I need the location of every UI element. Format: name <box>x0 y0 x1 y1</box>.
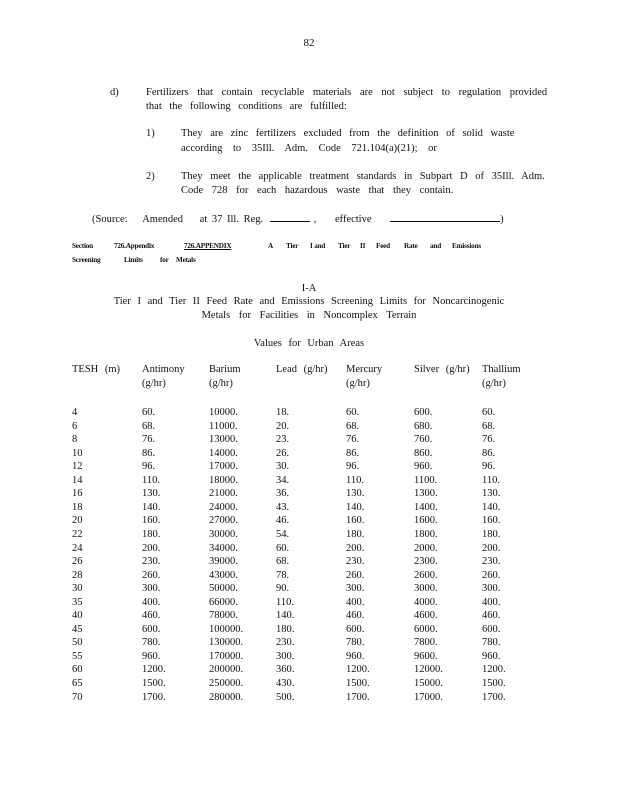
table-cell: 6000. <box>414 623 438 635</box>
table-cell: 180. <box>276 623 295 635</box>
sub1-line2: according to 35Ill. Adm. Code 721.104(a)(21); or <box>181 143 437 154</box>
table-cell: 230. <box>276 637 295 649</box>
table-cell: 2600. <box>414 569 438 581</box>
source-line: (Source: Amended at 37 Ill. Reg. , effective ) <box>92 214 504 225</box>
table-cell: 760. <box>414 434 433 446</box>
table-cell: 260. <box>482 569 501 581</box>
table-cell: 55 <box>72 650 83 662</box>
table-cell: 11000. <box>209 420 238 432</box>
table-cell: 960. <box>482 650 501 662</box>
table-cell: 400. <box>346 596 365 608</box>
table-cell: 260. <box>346 569 365 581</box>
table-cell: 200. <box>346 542 365 554</box>
table-cell: 960. <box>346 650 365 662</box>
table-cell: 180. <box>142 528 161 540</box>
sub2-label: 2) <box>146 171 155 182</box>
table-cell: 460. <box>346 610 365 622</box>
table-cell: 430. <box>276 678 295 689</box>
table-cell: 24 <box>72 542 83 554</box>
table-cell: 76. <box>482 434 496 446</box>
table-cell: 46. <box>276 515 290 527</box>
table-cell: 250000. <box>209 678 244 689</box>
source-prefix: (Source: <box>92 214 128 225</box>
table-cell: 96. <box>346 461 360 473</box>
table-cell: 600. <box>142 623 161 635</box>
table-cell: 60. <box>482 407 496 418</box>
source-blank-volume <box>270 212 310 222</box>
table-cell: 130. <box>346 488 365 500</box>
table-cell: 36. <box>276 488 290 500</box>
table-cell: 460. <box>142 610 161 622</box>
table-cell: 110. <box>142 474 160 486</box>
table-cell: 140. <box>276 610 295 622</box>
table-cell: 160. <box>142 515 161 527</box>
table-cell: 66000. <box>209 596 238 608</box>
table-cell: 1300. <box>414 488 438 500</box>
table-cell: 200. <box>142 542 161 554</box>
table-cell: 170000. <box>209 650 244 662</box>
source-close: ) <box>500 214 504 225</box>
table-cell: 4600. <box>414 610 438 622</box>
table-cell: 1700. <box>142 691 166 703</box>
column-header: Mercury <box>346 364 383 375</box>
table-cell: 14000. <box>209 447 238 459</box>
sub2-line2: Code 728 for each hazardous waste that they contain. <box>181 185 454 196</box>
table-cell: 1500. <box>346 678 370 689</box>
table-cell: 34000. <box>209 542 238 554</box>
table-cell: 160. <box>346 515 365 527</box>
table-cell: 1700. <box>482 691 506 703</box>
column-header: Lead (g/hr) <box>276 364 328 375</box>
column-header: Silver (g/hr) <box>414 364 470 375</box>
table-cell: 96. <box>482 461 496 473</box>
table-cell: 1200. <box>346 664 370 676</box>
table-cell: 300. <box>142 583 161 595</box>
table-title-line1: Tier I and Tier II Feed Rate and Emissions Screening Limits for Noncarcinogenic <box>113 296 505 307</box>
table-cell: 22 <box>72 528 83 540</box>
table-cell: 14 <box>72 474 83 486</box>
item-d-label: d) <box>110 87 119 98</box>
table-cell: 30. <box>276 461 290 473</box>
table-cell: 600. <box>482 623 501 635</box>
table-cell: 12 <box>72 461 83 473</box>
table-cell: 76. <box>142 434 156 446</box>
table-cell: 960. <box>414 461 433 473</box>
table-cell: 68. <box>276 556 290 568</box>
table-cell: 78. <box>276 569 290 581</box>
table-cell: 110. <box>276 596 294 608</box>
column-header: Thallium <box>482 364 521 375</box>
table-cell: 9600. <box>414 650 438 662</box>
table-cell: 17000. <box>414 691 443 703</box>
table-cell: 360. <box>276 664 295 676</box>
table-cell: 18. <box>276 407 290 418</box>
sub2-line1: They meet the applicable treatment standards in Subpart D of 35Ill. Adm. <box>181 171 545 182</box>
table-cell: 26. <box>276 447 290 459</box>
table-cell: 200. <box>482 542 501 554</box>
table-cell: 65 <box>72 678 83 689</box>
table-cell: 110. <box>482 474 500 486</box>
table-cell: 400. <box>482 596 501 608</box>
table-cell: 15000. <box>414 678 443 689</box>
table-cell: 96. <box>142 461 156 473</box>
table-cell: 230. <box>142 556 161 568</box>
table-cell: 1100. <box>414 474 438 486</box>
table-cell: 6 <box>72 420 78 432</box>
source-amended: Amended <box>142 214 184 225</box>
source-effective: effective <box>334 214 372 225</box>
table-cell: 1600. <box>414 515 438 527</box>
table-cell: 100000. <box>209 623 244 635</box>
column-header-unit: (g/hr) <box>142 378 166 389</box>
table-cell: 600. <box>346 623 365 635</box>
table-cell: 960. <box>142 650 161 662</box>
table-cell: 160. <box>482 515 501 527</box>
table-cell: 20. <box>276 420 290 432</box>
table-cell: 90. <box>276 583 290 595</box>
table-cell: 180. <box>346 528 365 540</box>
table-cell: 86. <box>346 447 360 459</box>
table-cell: 260. <box>142 569 161 581</box>
table-cell: 680. <box>414 420 433 432</box>
table-cell: 18000. <box>209 474 238 486</box>
table-cell: 43000. <box>209 569 238 581</box>
column-header-unit: (g/hr) <box>346 378 370 389</box>
table-cell: 54. <box>276 528 290 540</box>
column-header-unit: (g/hr) <box>209 378 233 389</box>
table-cell: 50 <box>72 637 83 649</box>
table-cell: 76. <box>346 434 360 446</box>
table-cell: 68. <box>346 420 360 432</box>
table-cell: 30 <box>72 583 83 595</box>
table-cell: 60. <box>142 407 156 418</box>
table-title-line2: Metals for Facilities in Noncomplex Terrain <box>201 310 417 321</box>
table-cell: 1700. <box>346 691 370 703</box>
table-cell: 40 <box>72 610 83 622</box>
page-number: 82 <box>303 37 315 49</box>
source-blank-date <box>390 212 500 222</box>
table-cell: 50000. <box>209 583 238 595</box>
item-d-line1: Fertilizers that contain recyclable materials are not subject to regulation provided <box>146 87 548 98</box>
table-cell: 23. <box>276 434 290 446</box>
table-cell: 600. <box>414 407 433 418</box>
item-d-line2: that the following conditions are fulfilled: <box>146 101 347 112</box>
table-cell: 300. <box>346 583 365 595</box>
table-cell: 500. <box>276 691 295 703</box>
table-cell: 27000. <box>209 515 238 527</box>
table-cell: 10000. <box>209 407 238 418</box>
table-cell: 35 <box>72 596 83 608</box>
table-cell: 16 <box>72 488 83 500</box>
sub1-line1: They are zinc fertilizers excluded from the definition of solid waste <box>181 128 515 139</box>
table-cell: 140. <box>142 501 161 513</box>
table-cell: 12000. <box>414 664 443 676</box>
table-cell: 280000. <box>209 691 244 703</box>
table-cell: 1800. <box>414 528 438 540</box>
table-cell: 13000. <box>209 434 238 446</box>
table-cell: 130. <box>142 488 161 500</box>
table-cell: 2300. <box>414 556 438 568</box>
table-cell: 20 <box>72 515 83 527</box>
table-cell: 180. <box>482 528 501 540</box>
table-cell: 460. <box>482 610 501 622</box>
table-cell: 86. <box>142 447 156 459</box>
table-cell: 70 <box>72 691 83 703</box>
table-cell: 300. <box>276 650 295 662</box>
table-cell: 780. <box>346 637 365 649</box>
table-cell: 17000. <box>209 461 238 473</box>
table-cell: 780. <box>142 637 161 649</box>
table-cell: 2000. <box>414 542 438 554</box>
table-cell: 1500. <box>142 678 166 689</box>
column-header: Antimony <box>142 364 185 375</box>
table-cell: 230. <box>346 556 365 568</box>
table-cell: 60 <box>72 664 83 676</box>
table-cell: 780. <box>482 637 501 649</box>
table-cell: 3000. <box>414 583 438 595</box>
table-cell: 1400. <box>414 501 438 513</box>
table-cell: 43. <box>276 501 290 513</box>
column-header: Barium <box>209 364 241 375</box>
table-cell: 86. <box>482 447 496 459</box>
table-cell: 39000. <box>209 556 238 568</box>
table-cell: 230. <box>482 556 501 568</box>
table-cell: 45 <box>72 623 83 635</box>
source-at: at 37 Ill. Reg. <box>199 214 264 225</box>
table-cell: 140. <box>346 501 365 513</box>
table-cell: 130000. <box>209 637 244 649</box>
table-cell: 1500. <box>482 678 506 689</box>
table-cell: 400. <box>142 596 161 608</box>
sub1-label: 1) <box>146 128 155 139</box>
table-cell: 130. <box>482 488 501 500</box>
table-cell: 10 <box>72 447 83 459</box>
table-cell: 18 <box>72 501 83 513</box>
table-cell: 24000. <box>209 501 238 513</box>
table-cell: 34. <box>276 474 290 486</box>
table-cell: 60. <box>276 542 290 554</box>
column-header-unit: (g/hr) <box>482 378 506 389</box>
table-cell: 78000. <box>209 610 238 622</box>
table-cell: 30000. <box>209 528 238 540</box>
table-cell: 200000. <box>209 664 244 676</box>
table-cell: 110. <box>346 474 364 486</box>
table-cell: 7800. <box>414 637 438 649</box>
table-cell: 28 <box>72 569 83 581</box>
table-cell: 4000. <box>414 596 438 608</box>
table-cell: 68. <box>482 420 496 432</box>
table-cell: 4 <box>72 407 78 418</box>
column-header: TESH (m) <box>72 364 121 375</box>
table-cell: 1200. <box>482 664 506 676</box>
table-cell: 860. <box>414 447 433 459</box>
table-id: I-A <box>301 283 317 294</box>
table-cell: 26 <box>72 556 83 568</box>
table-subtitle: Values for Urban Areas <box>253 338 365 349</box>
table-cell: 1200. <box>142 664 166 676</box>
table-cell: 300. <box>482 583 501 595</box>
table-cell: 68. <box>142 420 156 432</box>
table-cell: 60. <box>346 407 360 418</box>
table-cell: 140. <box>482 501 501 513</box>
table-cell: 8 <box>72 434 78 446</box>
table-cell: 21000. <box>209 488 238 500</box>
